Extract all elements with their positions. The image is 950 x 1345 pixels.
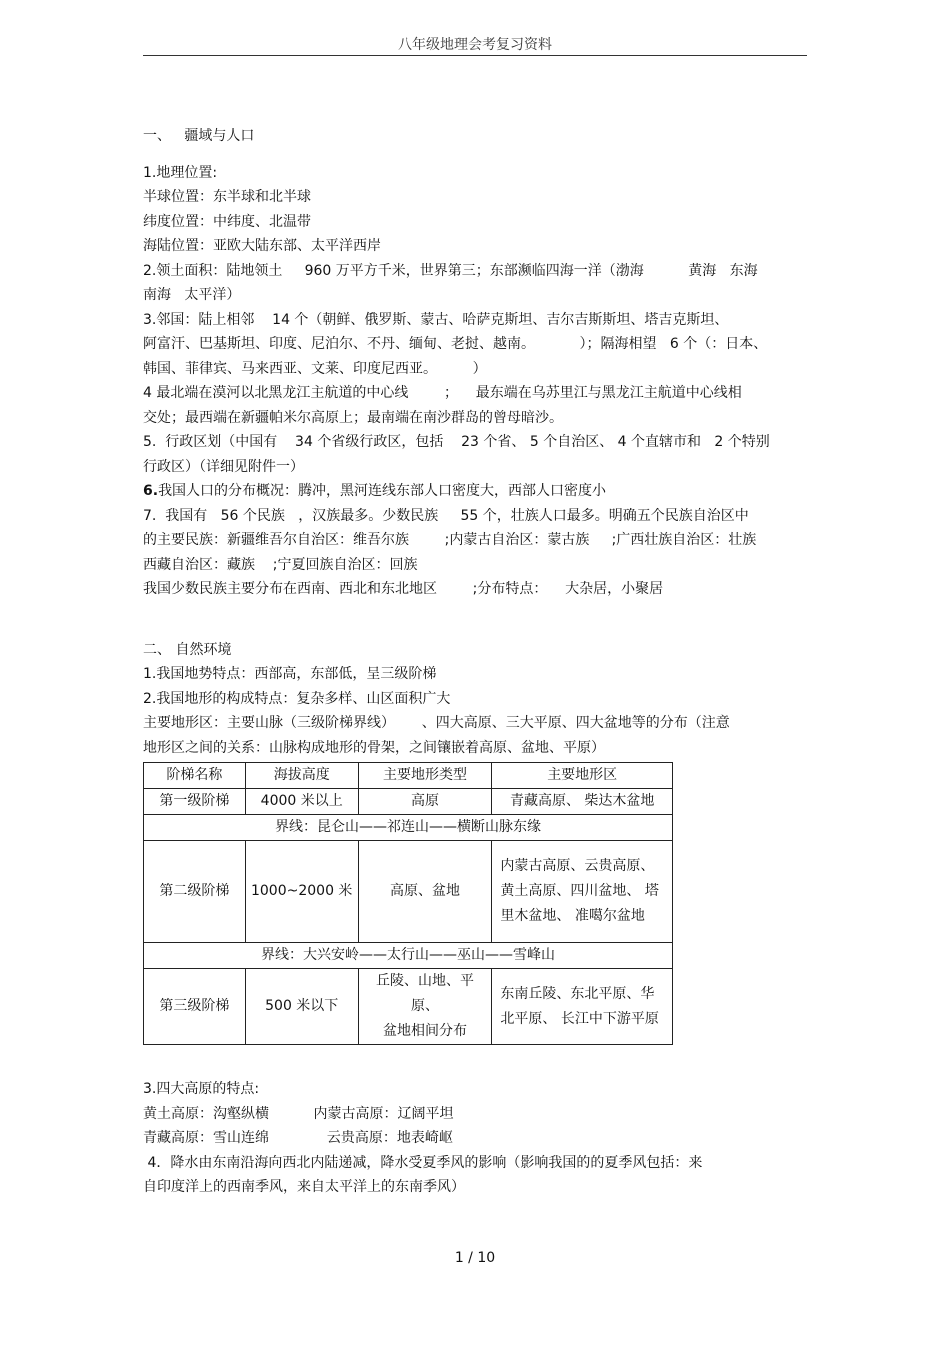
text-line: 1.我国地势特点：西部高，东部低，呈三级阶梯 [143, 666, 437, 682]
table-cell: 丘陵、山地、平原、 盆地相间分布 [358, 969, 492, 1045]
table-cell: 第三级阶梯 [144, 969, 246, 1045]
table-header-cell: 主要地形区 [492, 763, 673, 789]
text-line: 阿富汗、巴基斯坦、印度、尼泊尔、不丹、缅甸、老挝、越南。 ）；隔海相望 6 个（：日本、 [143, 336, 768, 352]
section2-title: 二、 自然环境 [143, 641, 232, 658]
text-line: 2.领土面积：陆地领土 960 万平方千米，世界第三；东部濒临四海一洋（渤海 黄海 东海 [143, 262, 758, 279]
text-line: 西藏自治区：藏族 ;宁夏回族自治区：回族 [143, 556, 418, 573]
table-cell: 青藏高原、 柴达木盆地 [492, 789, 673, 815]
table-cell: 500 米以下 [245, 969, 358, 1045]
table-cell: 第一级阶梯 [144, 789, 246, 815]
text-line: 纬度位置：中纬度、北温带 [143, 213, 311, 230]
table-cell: 高原 [358, 789, 492, 815]
spacer [143, 149, 813, 161]
boundary-line-cell: 界线：昆仑山——祁连山——横断山脉东缘 [144, 815, 673, 841]
table-header-cell: 阶梯名称 [144, 763, 246, 789]
terrain-steps-table [143, 762, 673, 1045]
table-row [144, 969, 673, 1045]
table-header-cell: 主要地形类型 [358, 763, 492, 789]
text-line: 海陆位置：亚欧大陆东部、太平洋西岸 [143, 238, 381, 254]
text-line: 4．降水由东南沿海向西北内陆递减，降水受夏季风的影响（影响我国的的夏季风包括：来 [143, 1154, 703, 1171]
text-line: 7. 我国有 56 个民族 ，汉族最多。少数民族 55 个，壮族人口最多。明确五个民族自治区中 [143, 507, 749, 524]
text-line: 2.我国地形的构成特点：复杂多样、山区面积广大 [143, 690, 451, 707]
section1-title: 一、 疆域与人口 [143, 128, 255, 144]
table-cell: 内蒙古高原、云贵高原、 黄土高原、四川盆地、 塔里木盆地、 准噶尔盆地 [492, 841, 673, 943]
table-cell: 4000 米以上 [245, 789, 358, 815]
text-line: 的主要民族：新疆维吾尔自治区：维吾尔族 ;内蒙古自治区：蒙古族 ;广西壮族自治区：壮族 [143, 532, 757, 548]
spacer [143, 1045, 813, 1077]
text-line: 青藏高原：雪山连绵 云贵高原：地表崎岖 [143, 1130, 453, 1146]
text-line: 地形区之间的关系：山脉构成地形的骨架，之间镶嵌着高原、盆地、平原） [143, 739, 605, 756]
text-line: 行政区）（详细见附件一） [143, 458, 304, 475]
text-line: 黄土高原：沟壑纵横 内蒙古高原：辽阔平坦 [143, 1105, 454, 1122]
document-body [143, 124, 813, 1200]
text-line: 韩国、菲律宾、马来西亚、文莱、印度尼西亚。 ） [143, 360, 487, 377]
text-line: 4 最北端在漠河以北黑龙江主航道的中心线 ； 最东端在乌苏里江与黑龙江主航道中心线相 [143, 385, 742, 401]
table-cell: 东南丘陵、东北平原、华北平原、 长江中下游平原 [492, 969, 673, 1045]
text-line: 主要地形区：主要山脉（三级阶梯界线） 、四大高原、三大平原、四大盆地等的分布（注意 [143, 715, 730, 731]
table-cell: 1000~2000 米 [245, 841, 358, 943]
text-line: 5. 行政区划（中国有 34 个省级行政区，包括 23 个省、 5 个自治区、 4 个直辖市和 2 个特别 [143, 434, 770, 450]
table-row [144, 841, 673, 943]
text-line: 南海 太平洋） [143, 287, 241, 303]
boundary-line-cell: 界线：大兴安岭——太行山——巫山——雪峰山 [144, 943, 673, 969]
table-cell: 高原、盆地 [358, 841, 492, 943]
table-boundary-row [144, 815, 673, 841]
item-number: 6. [143, 483, 159, 499]
header-rule [143, 55, 807, 56]
table-header-cell: 海拔高度 [245, 763, 358, 789]
text-line: 交处；最西端在新疆帕米尔高原上；最南端在南沙群岛的曾母暗沙。 [143, 409, 563, 426]
item-text: 我国人口的分布概况：腾冲，黑河连线东部人口密度大，西部人口密度小 [158, 483, 607, 499]
table-row [144, 789, 673, 815]
page-header: 八年级地理会考复习资料 [398, 37, 552, 53]
text-line: 半球位置：东半球和北半球 [143, 189, 311, 205]
text-line: 3.邻国：陆上相邻 14 个（朝鲜、俄罗斯、蒙古、哈萨克斯坦、吉尔吉斯斯坦、塔吉克斯坦、 [143, 311, 729, 328]
page-number: 1 / 10 [454, 1250, 496, 1266]
text-line: 3.四大高原的特点: [143, 1081, 260, 1097]
text-line: 我国少数民族主要分布在西南、西北和东北地区 ;分布特点： 大杂居，小聚居 [143, 581, 664, 597]
table-cell: 第二级阶梯 [144, 841, 246, 943]
text-line: 自印度洋上的西南季风，来自太平洋上的东南季风） [143, 1179, 465, 1195]
table-header-row [144, 763, 673, 789]
text-line: 1.地理位置: [143, 164, 218, 181]
table-boundary-row [144, 943, 673, 969]
spacer [143, 602, 813, 638]
text-line-population [143, 479, 813, 504]
